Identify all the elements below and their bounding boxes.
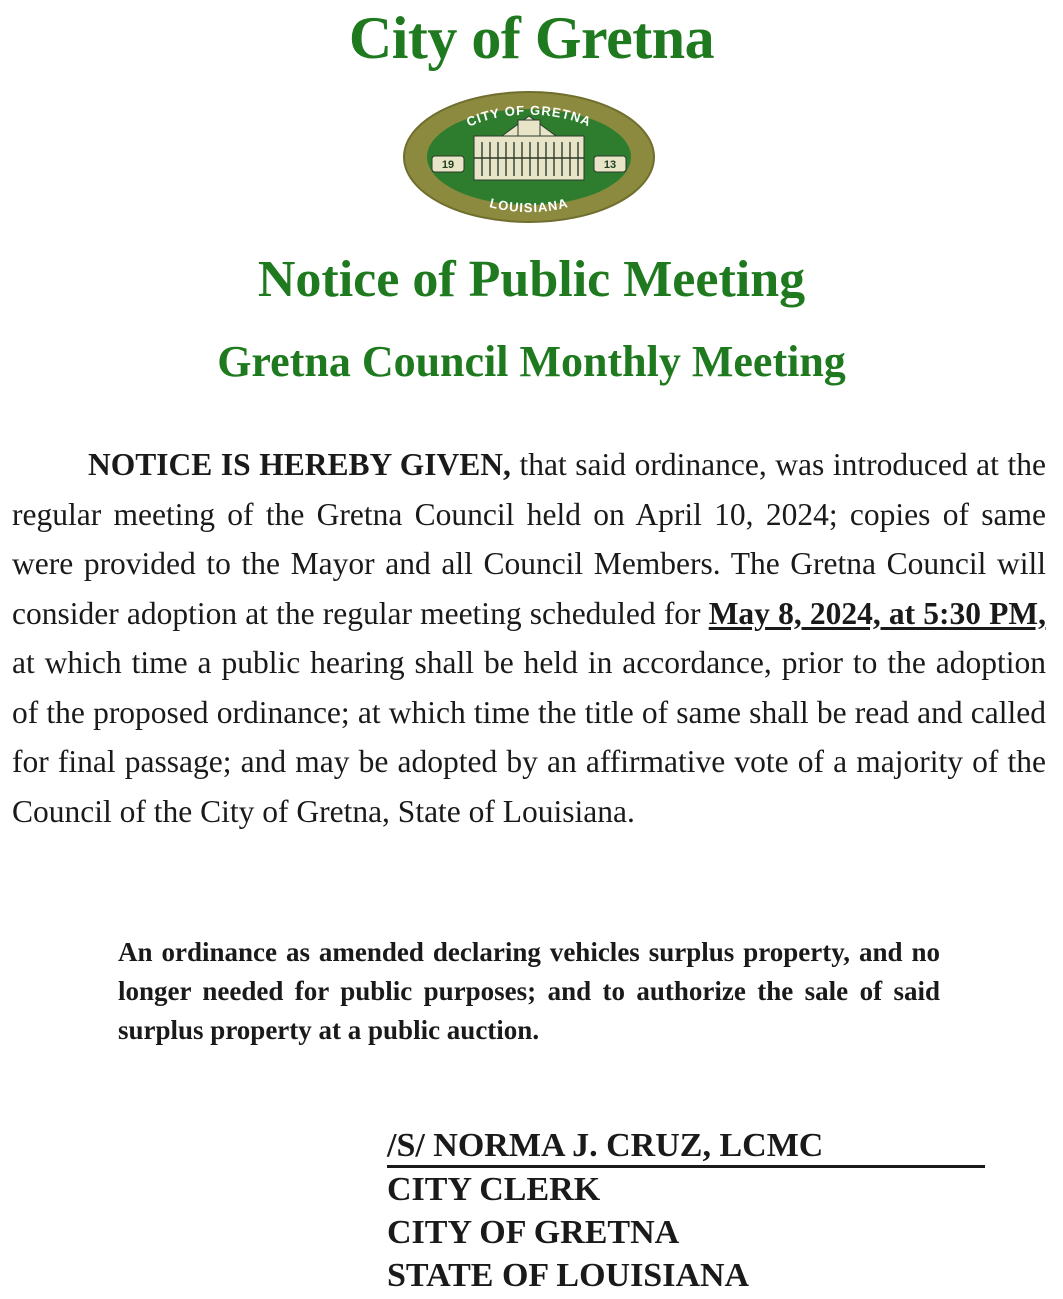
- seal-year-left: 19: [441, 159, 455, 171]
- signature-city: CITY OF GRETNA: [387, 1214, 680, 1251]
- meeting-date: May 8, 2024, at 5:30 PM,: [708, 595, 1047, 631]
- seal-top-text: CITY OF GRETNA: [464, 102, 594, 130]
- ordinance-title: An ordinance as amended declaring vehicles surplus property, and no longer needed for public purposes; and to authorize the sale of said surplus property at a public auction.: [118, 937, 940, 1045]
- meeting-title: Gretna Council Monthly Meeting: [217, 337, 846, 386]
- notice-text-before-date: that said ordinance, was introduced at the regular meeting of the Gretna Council held on April 10, 2024; copies of same were provided to the Mayor and all Council Members. The Gretna Council will consider adoption at the regular meeting scheduled for: [12, 447, 1046, 631]
- notice-lead: NOTICE IS HEREBY GIVEN,: [88, 447, 511, 482]
- notice-text-after-date: at which time a public hearing shall be held in accordance, prior to the adoption of the proposed ordinance; at which time the title of same shall be read and called for final passage; and may be adopted by an affirmative vote of a majority of the Council of the City of Gretna, State of Louisiana.: [12, 645, 1046, 829]
- seal-year-right: 13: [603, 159, 617, 171]
- notice-title: Notice of Public Meeting: [257, 251, 806, 308]
- city-title: City of Gretna: [348, 5, 715, 71]
- signature-block: [387, 1124, 987, 1297]
- signature-name: /S/ NORMA J. CRUZ, LCMC: [387, 1127, 985, 1168]
- signature-state: STATE OF LOUISIANA: [387, 1257, 750, 1294]
- signature-title: CITY CLERK: [387, 1171, 601, 1208]
- seal-bottom-text: LOUISIANA: [488, 195, 570, 216]
- notice-body: [12, 440, 1046, 836]
- city-seal-logo: [402, 90, 656, 224]
